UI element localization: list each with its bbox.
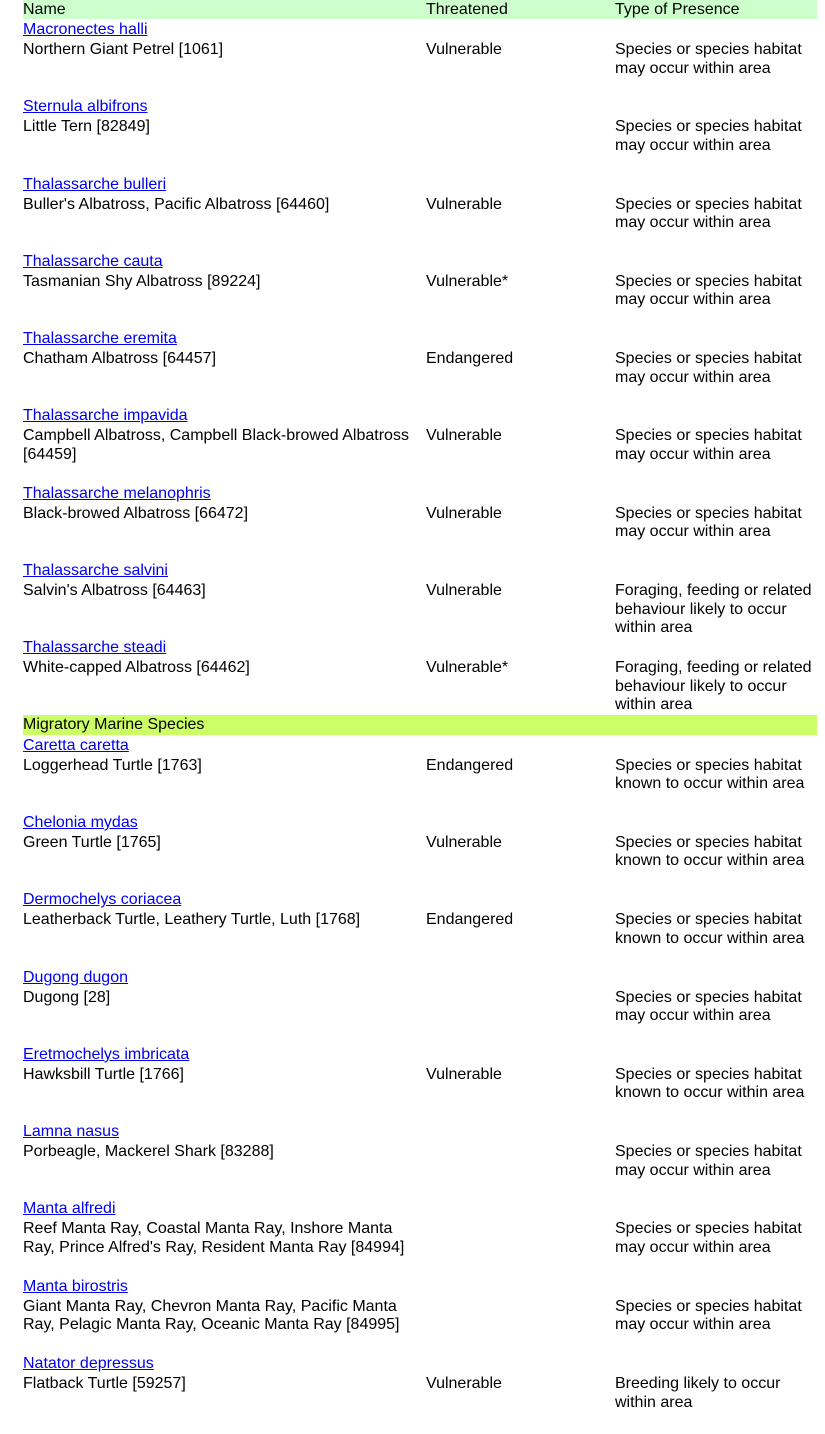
threatened-status: Vulnerable: [426, 833, 502, 851]
presence-type: Species or species habitat may occur within area: [615, 1143, 802, 1179]
presence-type: Species or species habitat may occur within area: [615, 195, 802, 232]
species-link[interactable]: Eretmochelys imbricata: [23, 1045, 190, 1063]
presence-type: Species or species habitat may occur within area: [615, 350, 802, 386]
common-name: Porbeagle, Mackerel Shark [83288]: [23, 1143, 274, 1161]
common-name: Dugong [28]: [23, 988, 111, 1006]
threatened-status: Vulnerable: [426, 41, 502, 58]
common-name: Loggerhead Turtle [1763]: [23, 756, 202, 774]
species-link[interactable]: Thalassarche melanophris: [23, 484, 211, 502]
marine-species-list: [23, 736, 817, 1431]
species-link[interactable]: Thalassarche salvini: [23, 562, 168, 580]
header-threatened: Threatened: [426, 1, 508, 18]
species-details: [23, 1066, 817, 1103]
table-header: [23, 0, 817, 19]
species-details: [23, 582, 817, 638]
species-entry: [23, 1122, 817, 1198]
threatened-status: Vulnerable: [426, 1065, 502, 1083]
threatened-status: Endangered: [426, 350, 514, 368]
section-title: Migratory Marine Species: [23, 715, 205, 733]
species-details: [23, 757, 817, 794]
species-details: [23, 911, 817, 948]
species-link[interactable]: Natator depressus: [23, 1355, 154, 1373]
common-name: Reef Manta Ray, Coastal Manta Ray, Inshore Manta Ray, Prince Alfred's Ray, Resident Manta Ray [84994]: [23, 1220, 405, 1256]
species-details: [23, 1143, 817, 1180]
threatened-status: Vulnerable*: [426, 272, 509, 290]
species-link[interactable]: Dugong dugon: [23, 968, 128, 986]
species-entry: [23, 890, 817, 966]
species-details: [23, 350, 817, 387]
threatened-status: Vulnerable: [426, 1375, 502, 1393]
presence-type: Species or species habitat known to occur within area: [615, 911, 805, 947]
species-link[interactable]: Caretta caretta: [23, 736, 129, 754]
species-entry: [23, 561, 817, 637]
species-details: [23, 273, 817, 310]
presence-type: Species or species habitat may occur within area: [615, 272, 802, 309]
threatened-status: Endangered: [426, 911, 514, 929]
species-link[interactable]: Thalassarche steadi: [23, 639, 167, 657]
species-link[interactable]: Sternula albifrons: [23, 98, 148, 116]
presence-type: Species or species habitat known to occur within area: [615, 833, 805, 870]
species-entry: [23, 406, 817, 482]
common-name: Tasmanian Shy Albatross [89224]: [23, 272, 261, 290]
header-name: Name: [23, 1, 66, 18]
species-link[interactable]: Chelonia mydas: [23, 813, 138, 831]
species-link[interactable]: Thalassarche eremita: [23, 330, 177, 348]
species-entry: [23, 175, 817, 251]
threatened-status: Vulnerable: [426, 504, 502, 522]
presence-type: Species or species habitat may occur within area: [615, 1297, 802, 1334]
species-details: [23, 41, 817, 78]
species-details: [23, 505, 817, 542]
species-link[interactable]: Macronectes halli: [23, 21, 148, 38]
species-entry: [23, 638, 817, 714]
species-entry: [23, 252, 817, 328]
species-entry: [23, 1354, 817, 1430]
presence-type: Breeding likely to occur within area: [615, 1375, 781, 1411]
common-name: White-capped Albatross [64462]: [23, 659, 250, 677]
presence-type: Species or species habitat known to occur within area: [615, 1065, 805, 1102]
common-name: Campbell Albatross, Campbell Black-browed Albatross [64459]: [23, 427, 409, 463]
presence-type: Foraging, feeding or related behaviour likely to occur within area: [615, 582, 812, 637]
species-details: [23, 427, 817, 464]
section-header: [23, 715, 817, 735]
presence-type: Species or species habitat known to occur within area: [615, 756, 805, 793]
threatened-status: [426, 1298, 615, 1335]
common-name: Leatherback Turtle, Leathery Turtle, Luth [1768]: [23, 911, 361, 929]
species-link[interactable]: Thalassarche cauta: [23, 252, 163, 270]
common-name: Black-browed Albatross [66472]: [23, 504, 249, 522]
species-details: [23, 196, 817, 233]
species-link[interactable]: Thalassarche impavida: [23, 407, 188, 425]
presence-type: Species or species habitat may occur within area: [615, 504, 802, 541]
common-name: Salvin's Albatross [64463]: [23, 582, 206, 600]
species-entry: [23, 813, 817, 889]
species-entry: [23, 329, 817, 405]
species-link[interactable]: Manta alfredi: [23, 1200, 116, 1218]
threatened-status: [426, 1220, 615, 1257]
species-entry: [23, 1045, 817, 1121]
presence-type: Species or species habitat may occur within area: [615, 118, 802, 154]
threatened-status: Vulnerable: [426, 195, 502, 213]
common-name: Northern Giant Petrel [1061]: [23, 41, 224, 58]
presence-type: Species or species habitat may occur within area: [615, 988, 802, 1025]
common-name: Chatham Albatross [64457]: [23, 350, 217, 368]
species-details: [23, 1375, 817, 1412]
common-name: Hawksbill Turtle [1766]: [23, 1065, 184, 1083]
species-link[interactable]: Manta birostris: [23, 1277, 128, 1295]
common-name: Little Tern [82849]: [23, 118, 150, 136]
seabird-list: [23, 20, 817, 715]
species-details: [23, 1220, 817, 1257]
presence-type: Foraging, feeding or related behaviour likely to occur within area: [615, 659, 812, 714]
header-presence: Type of Presence: [615, 1, 740, 18]
threatened-status: Vulnerable*: [426, 659, 509, 677]
species-details: [23, 989, 817, 1026]
presence-type: Species or species habitat may occur within area: [615, 427, 802, 463]
species-details: [23, 1298, 817, 1335]
species-details: [23, 118, 817, 155]
species-entry: [23, 736, 817, 812]
species-entry: [23, 20, 817, 96]
species-entry: [23, 1277, 817, 1353]
common-name: Giant Manta Ray, Chevron Manta Ray, Pacific Manta Ray, Pelagic Manta Ray, Oceanic Manta Ray [84995]: [23, 1297, 400, 1334]
threatened-status: Vulnerable: [426, 427, 502, 445]
common-name: Buller's Albatross, Pacific Albatross [64460]: [23, 195, 330, 213]
species-link[interactable]: Lamna nasus: [23, 1123, 120, 1141]
species-details: [23, 659, 817, 715]
threatened-status: Vulnerable: [426, 582, 502, 600]
species-link[interactable]: Thalassarche bulleri: [23, 175, 167, 193]
species-entry: [23, 968, 817, 1044]
threatened-status: [426, 118, 615, 155]
species-entry: [23, 97, 817, 173]
species-entry: [23, 1199, 817, 1275]
species-table: [23, 0, 817, 1430]
threatened-status: [426, 1143, 615, 1180]
species-details: [23, 834, 817, 871]
presence-type: Species or species habitat may occur within area: [615, 1220, 802, 1256]
threatened-status: Endangered: [426, 756, 514, 774]
common-name: Green Turtle [1765]: [23, 833, 161, 851]
presence-type: Species or species habitat may occur within area: [615, 41, 802, 77]
species-link[interactable]: Dermochelys coriacea: [23, 891, 182, 909]
species-entry: [23, 484, 817, 560]
threatened-status: [426, 989, 615, 1026]
common-name: Flatback Turtle [59257]: [23, 1375, 186, 1393]
